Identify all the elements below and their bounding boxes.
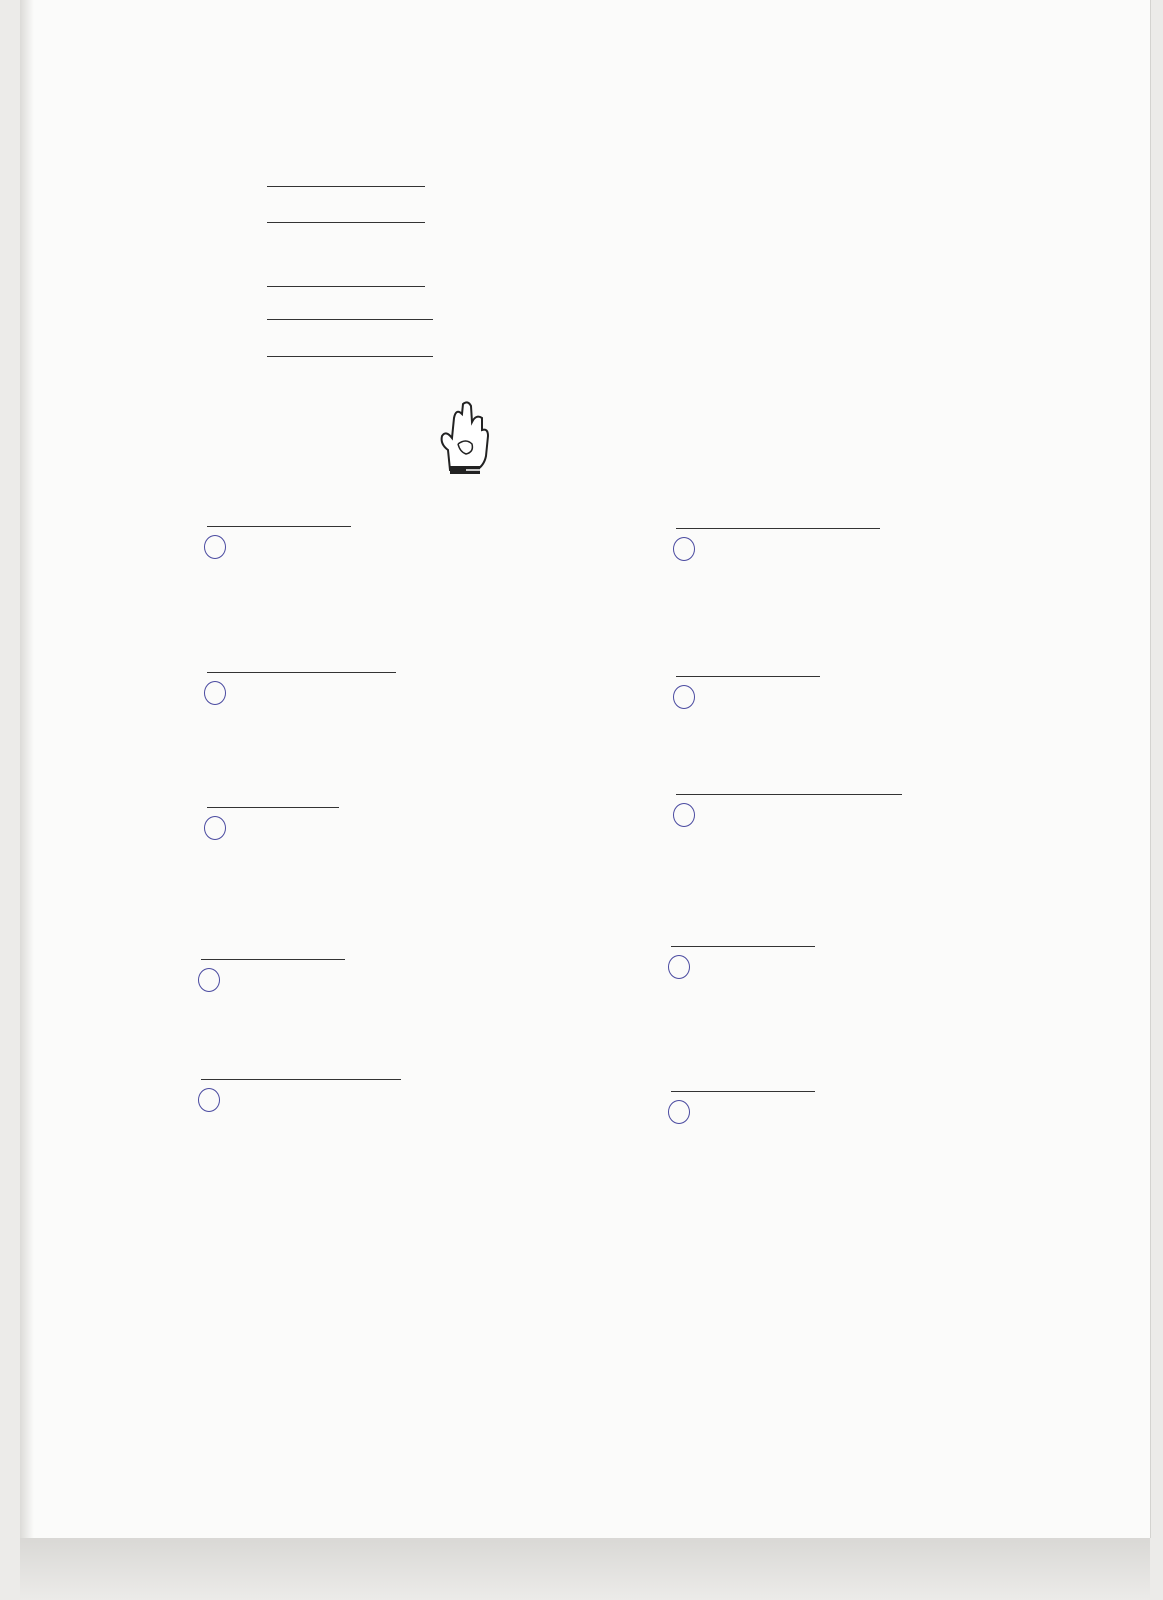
circled-option-number [198,1088,220,1112]
answer-field[interactable] [676,770,902,795]
circled-option-number [668,1100,690,1124]
dialog-line-7 [267,340,433,362]
question-5 [167,1055,527,1195]
question-8 [642,770,1042,910]
option[interactable] [671,955,815,987]
pointing-hand-icon [436,400,498,480]
dialog-line-6 [267,303,433,325]
blank-line[interactable] [267,172,425,187]
question-6 [642,504,1042,644]
blank-line[interactable] [267,272,425,287]
blank-line[interactable] [267,208,425,223]
page-bottom-edge [20,1538,1150,1600]
answer-field[interactable] [676,652,820,677]
dialog-line-2 [267,170,425,192]
answer-field[interactable] [671,922,815,947]
circled-option-number [204,816,226,840]
option[interactable] [676,537,880,569]
circled-option-number [204,681,226,705]
dialog-line-5 [267,270,425,292]
question-4 [167,935,527,1045]
answer-field[interactable] [207,502,351,527]
answer-field[interactable] [201,1055,401,1080]
option[interactable] [676,803,902,835]
option[interactable] [201,968,345,1000]
circled-option-number [673,803,695,827]
option[interactable] [207,535,351,567]
option[interactable] [676,685,820,717]
circled-option-number [673,537,695,561]
answer-field[interactable] [671,1067,815,1092]
circled-option-number [673,685,695,709]
question-7 [642,652,1042,762]
question-1 [173,502,473,642]
question-9 [637,922,1037,1062]
question-10 [637,1067,1037,1207]
option[interactable] [671,1100,815,1132]
circled-option-number [204,535,226,559]
dialog-line-3 [267,206,425,228]
answer-field[interactable] [207,648,396,673]
blank-line[interactable] [267,342,433,357]
option[interactable] [207,681,396,713]
question-3 [173,783,473,923]
answer-field[interactable] [201,935,345,960]
circled-option-number [198,968,220,992]
option[interactable] [207,816,339,848]
circled-option-number [668,955,690,979]
question-2 [173,648,573,788]
blank-line[interactable] [267,305,433,320]
answer-field[interactable] [207,783,339,808]
answer-field[interactable] [676,504,880,529]
page-spine-shadow [20,0,34,1538]
option[interactable] [201,1088,401,1120]
